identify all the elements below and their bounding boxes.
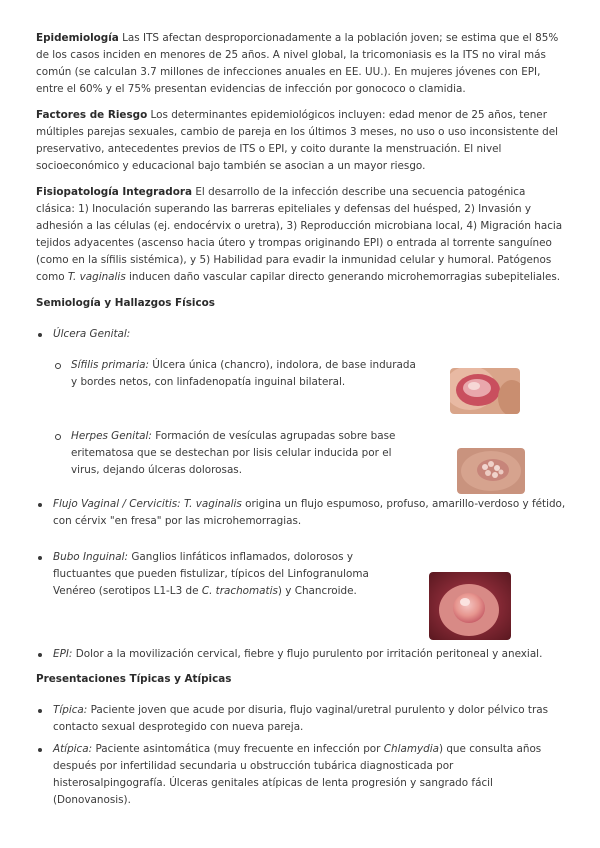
epidemiology-paragraph <box>36 30 566 98</box>
presentations-heading: Presentaciones Típicas y Atípicas <box>36 673 232 685</box>
bubo-photo <box>429 572 511 640</box>
pathophysiology-paragraph <box>36 184 566 286</box>
list-item-typical <box>36 702 566 736</box>
list-item-herpes <box>36 428 416 479</box>
epidemiology-text: Las ITS afectan desproporcionadamente a la población joven; se estima que el 85% de los casos inciden en menores de 25 años. A nivel global, la tricomoniasis es la ITS no viral más común (se calculan 3.7 millones de infecciones anuales en EE. UU.). En mujeres jóvenes con EPI, entre el 60% y el 75% presentan evidencias de infección por gonococo o clamidia. <box>36 32 559 95</box>
pathophysiology-title: Fisiopatología Integradora <box>36 186 192 198</box>
risk-factors-paragraph <box>36 107 566 175</box>
herpes-text: Formación de vesículas agrupadas sobre base eritematosa que se destechan por lisis celular inducida por el virus, dejando úlceras dolorosas. <box>71 430 396 476</box>
epi-label: EPI: <box>53 648 73 660</box>
discharge-text: origina un flujo espumoso, profuso, amarillo-verdoso y fétido, con cérvix "en fresa" por las microhemorragias. <box>53 498 566 527</box>
atypical-label: Atípica: <box>53 743 93 755</box>
bubo-label: Bubo Inguinal: <box>53 551 129 563</box>
list-item-syphilis <box>36 357 416 391</box>
risk-factors-title: Factores de Riesgo <box>36 109 148 121</box>
discharge-label: Flujo Vaginal / Cervicitis: <box>53 498 181 510</box>
ulcer-label: Úlcera Genital: <box>53 328 131 340</box>
risk-factors-text: Los determinantes epidemiológicos incluyen: edad menor de 25 años, tener múltiples parejas sexuales, cambio de pareja en los últimos 3 meses, no uso o uso inconsistente del preservativo, antecedentes previos de ITS o EPI, y coito durante la menstruación. El nivel socioeconómico y educacional bajo también se asocian a un mayor riesgo. <box>36 109 559 172</box>
discharge-italic: T. vaginalis <box>183 498 242 510</box>
document-page <box>36 30 566 809</box>
list-item-ulcer <box>36 326 566 343</box>
typical-text: Paciente joven que acude por disuria, flujo vaginal/uretral purulento y dolor pélvico tras contacto sexual desprotegido con nueva pareja. <box>53 704 548 733</box>
list-item-bubo <box>36 549 383 600</box>
semiology-heading: Semiología y Hallazgos Físicos <box>36 297 215 309</box>
list-item-discharge <box>36 496 566 530</box>
pathophysiology-text: El desarrollo de la infección describe una secuencia patogénica clásica: 1) Inoculación superando las barreras epiteliales y defensas del huésped, 2) Invasión y adhesión a las células (ej. endocérvix o uretra), 3) Reproducción microbiana local, 4) Migración hacia tejidos adyacentes (ascenso hacia útero y trompas originando EPI) o entrada al torrente sanguíneo (como en la sífilis sistémica), y 5) Habilidad para evadir la inmunidad celular y humoral. Patógenos como <box>36 186 563 283</box>
epidemiology-title: Epidemiología <box>36 32 119 44</box>
typical-label: Típica: <box>53 704 88 716</box>
pathophysiology-italic: T. vaginalis <box>67 271 126 283</box>
list-item-atypical <box>36 741 566 809</box>
herpes-label: Herpes Genital: <box>71 430 152 442</box>
bubo-italic: C. trachomatis <box>201 585 278 597</box>
epi-text: Dolor a la movilización cervical, fiebre y flujo purulento por irritación peritoneal y anexial. <box>75 648 543 660</box>
atypical-italic: Chlamydia <box>383 743 439 755</box>
atypical-text: Paciente asintomática (muy frecuente en infección por <box>95 743 381 755</box>
list-item-epi <box>36 646 566 663</box>
chancre-photo <box>450 368 520 414</box>
bubo-tail: ) y Chancroide. <box>277 585 357 597</box>
pathophysiology-tail: inducen daño vascular capilar directo generando microhemorragias subepiteliales. <box>129 271 561 283</box>
syphilis-label: Sífilis primaria: <box>71 359 149 371</box>
bubo-text: Ganglios linfáticos inflamados, dolorosos y fluctuantes que pueden fistulizar, típicos del Linfogranuloma Venéreo (serotipos L1-L3 de <box>53 551 369 597</box>
atypical-tail: ) que consulta años después por infertilidad secundaria u obstrucción tubárica diagnosticada por histerosalpingografía. Úlceras genitales atípicas de lenta progresión y sangrado fácil (Donovanosis). <box>53 743 542 806</box>
syphilis-text: Úlcera única (chancro), indolora, de base indurada y bordes netos, con linfadenopatía inguinal bilateral. <box>71 359 416 388</box>
herpes-photo <box>457 448 525 494</box>
